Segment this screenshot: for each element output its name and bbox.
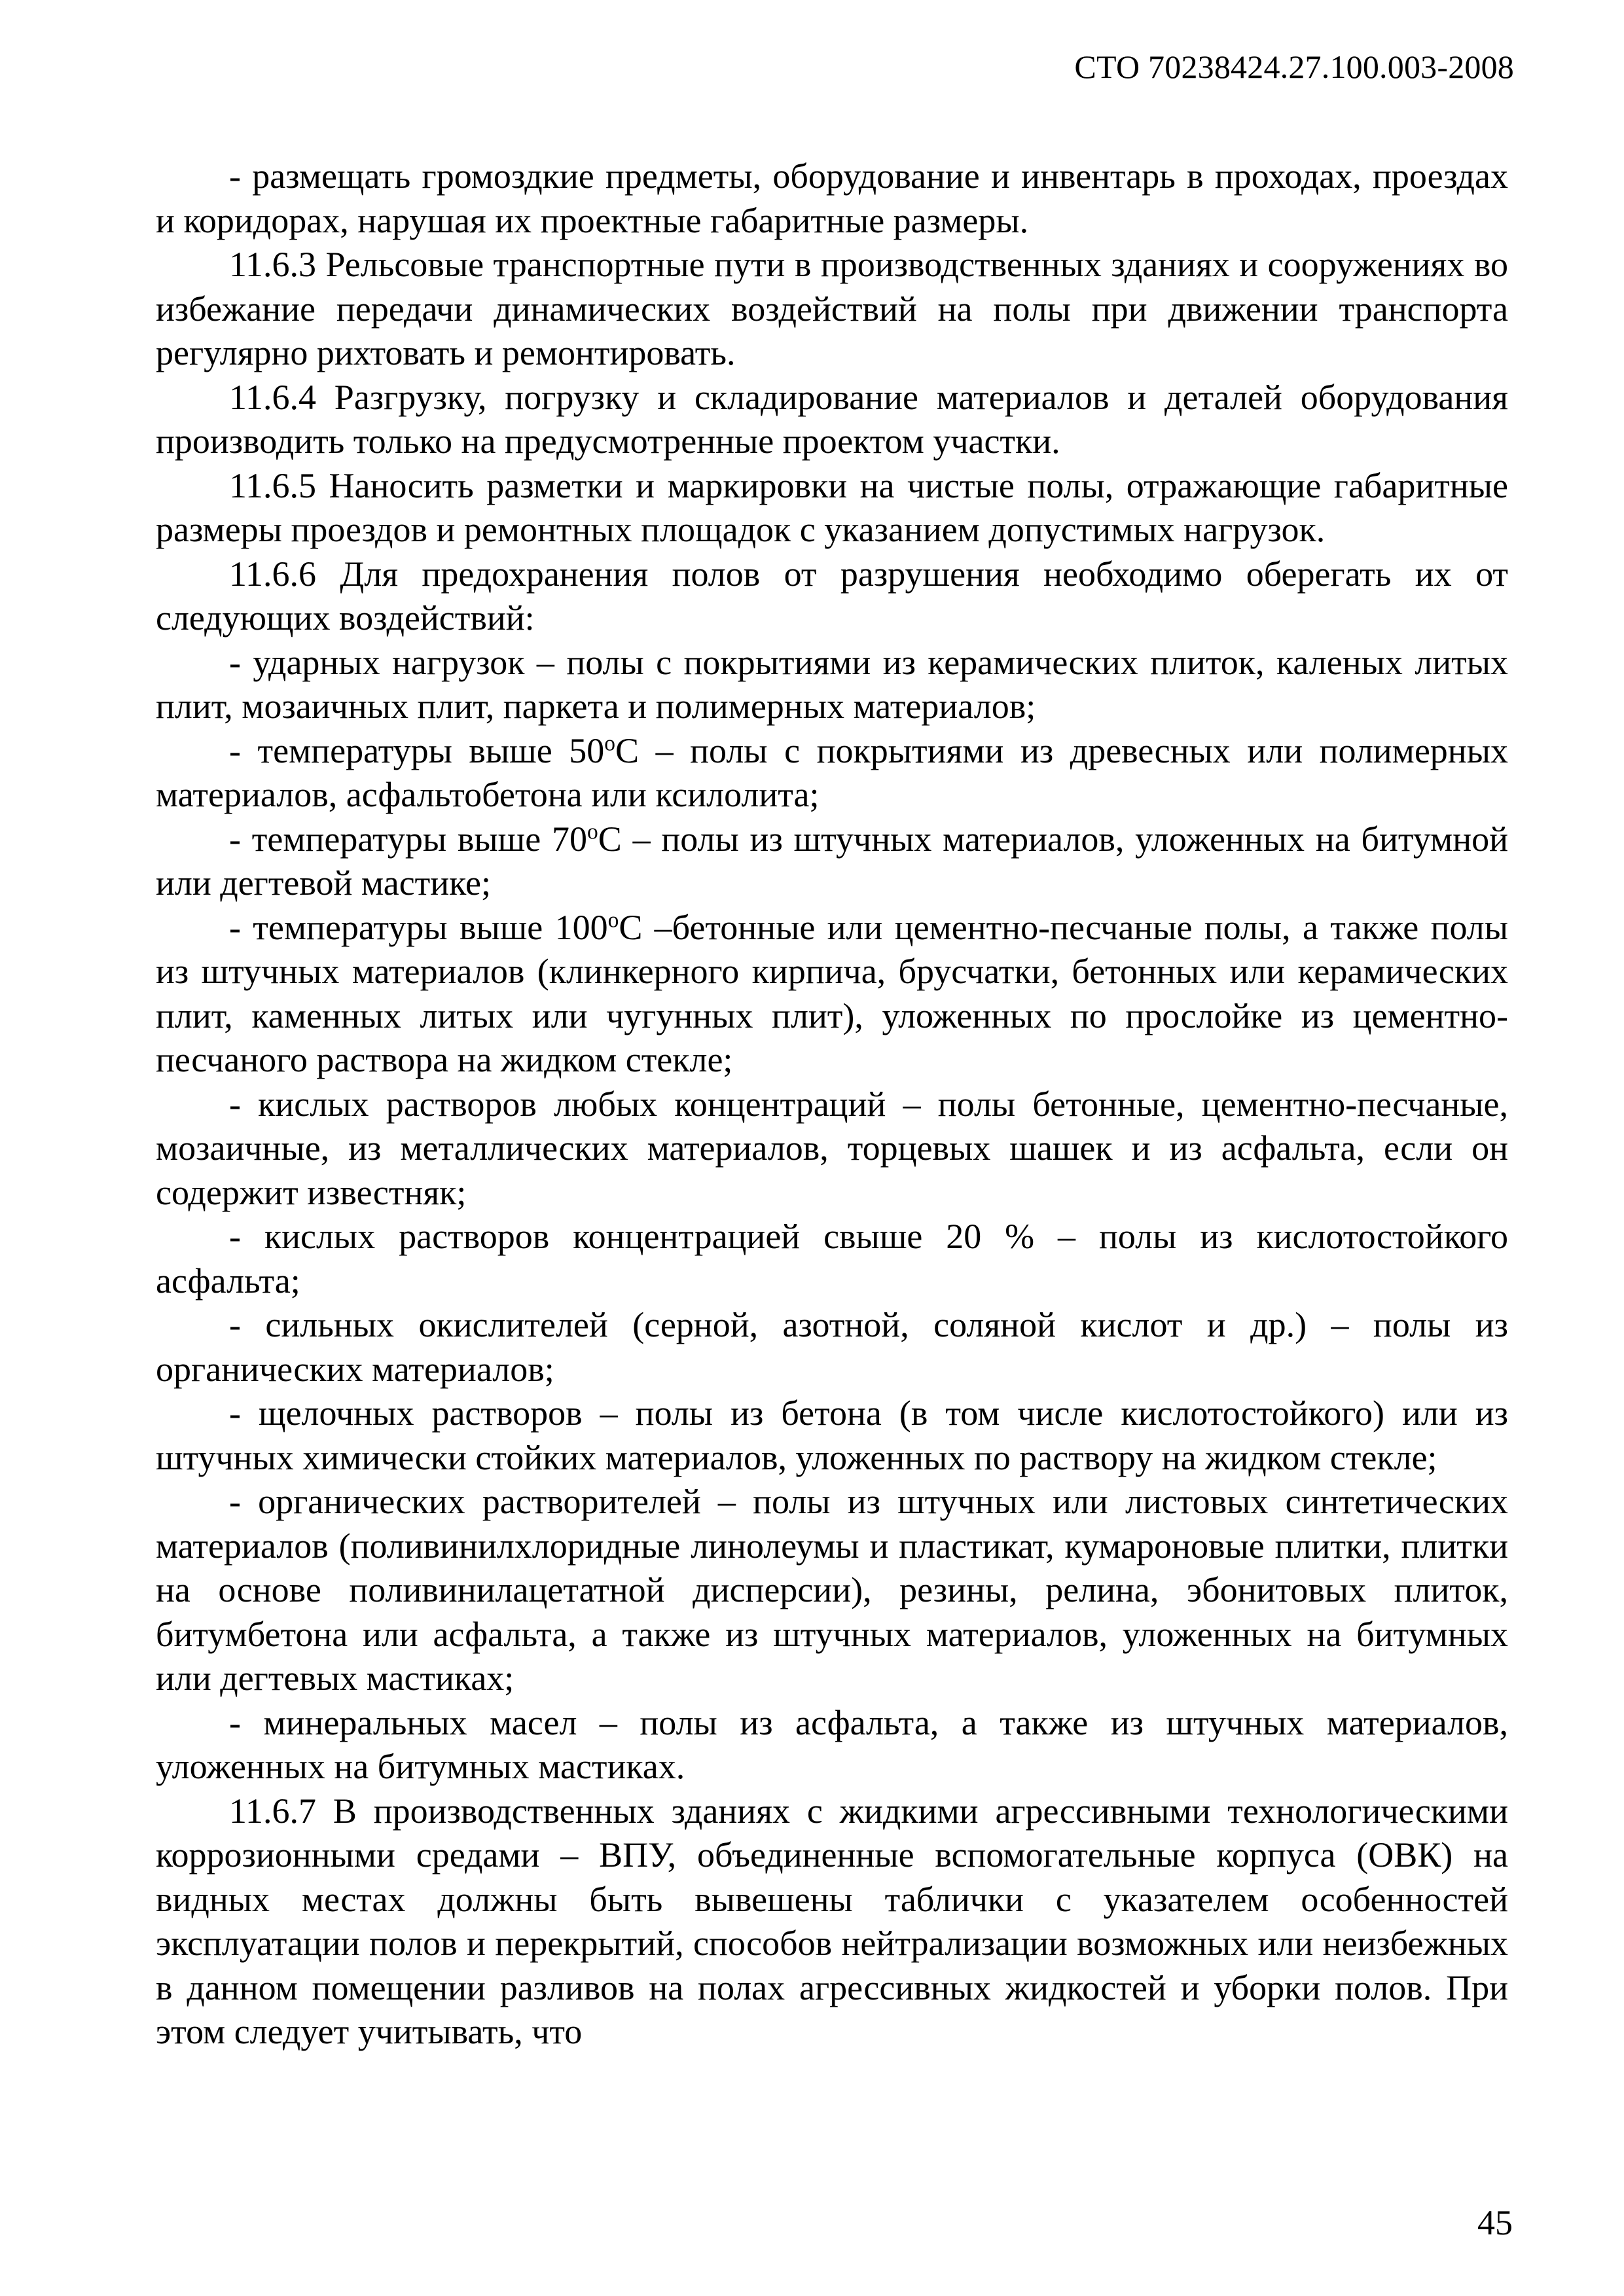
list-item: - ударных нагрузок – полы с покрытиями из керамических плиток, каленых литых плит, мозаичных плит, паркета и полимерных материалов;: [156, 642, 1508, 726]
list-item: - щелочных растворов – полы из бетона (в том числе кислотостойкого) или из штучных химически стойких материалов, уложенных по раствору на жидком стекле;: [156, 1393, 1508, 1477]
page-number: 45: [1477, 2203, 1513, 2242]
clause-11-6-7: 11.6.7 В производственных зданиях с жидкими агрессивными технологическими коррозионными средами – ВПУ, объединенные вспомогательные корпуса (ОВК) на видных местах должны быть вывешены таблички с указателем особенностей эксплуатации полов и перекрытий, способов нейтрализации возможных или неизбежных в данном помещении разливов на полах агрессивных жидкостей и уборки полов. При этом следует учитывать, что: [156, 1791, 1508, 2051]
list-item: - кислых растворов любых концентраций – полы бетонные, цементно-песчаные, мозаичные, из металлических материалов, торцевых шашек и из асфальта, если он содержит известняк;: [156, 1084, 1508, 1212]
clause-11-6-3: 11.6.3 Рельсовые транспортные пути в производственных зданиях и сооружениях во избежание передачи динамических воздействий на полы при движении транспорта регулярно рихтовать и ремонтировать.: [156, 245, 1508, 372]
clause-11-6-6: 11.6.6 Для предохранения полов от разрушения необходимо оберегать их от следующих воздействий:: [156, 554, 1508, 637]
list-item: - органических растворителей – полы из штучных или листовых синтетических материалов (поливинилхлоридные линолеумы и пластикат, кумароновые плитки, плитки на основе поливинилацетатной дисперсии), резины, релина, эбонитовых плиток, битумбетона или асфальта, а также из штучных материалов, уложенных на битумных или дегтевых мастиках;: [156, 1482, 1508, 1698]
clause-11-6-4: 11.6.4 Разгрузку, погрузку и складирование материалов и деталей оборудования производить только на предусмотренные проектом участки.: [156, 377, 1508, 461]
clause-11-6-5: 11.6.5 Наносить разметки и маркировки на чистые полы, отражающие габаритные размеры проездов и ремонтных площадок с указанием допустимых нагрузок.: [156, 465, 1508, 549]
list-item: - температуры выше $50^оС$ – полы с покрытиями из древесных или полимерных материалов, асфальтобетона или ксилолита;: [156, 730, 1508, 814]
list-item: - размещать громоздкие предметы, оборудование и инвентарь в проходах, проездах и коридорах, нарушая их проектные габаритные размеры.: [156, 156, 1508, 240]
list-item: - температуры выше $100^оС$ –бетонные или цементно-песчаные полы, а также полы из штучных материалов (клинкерного кирпича, брусчатки, бетонных или керамических плит, каменных литых или чугунных плит), уложенных по прослойке из цементно-песчаного раствора на жидком стекле;: [156, 907, 1508, 1079]
list-item: - минеральных масел – полы из асфальта, а также из штучных материалов, уложенных на битумных мастиках.: [156, 1702, 1508, 1786]
list-item: - сильных окислителей (серной, азотной, соляной кислот и др.) – полы из органических материалов;: [156, 1305, 1508, 1389]
list-item: - кислых растворов концентрацией свыше 20 % – полы из кислотостойкого асфальта;: [156, 1217, 1508, 1300]
document-code-header: СТО 70238424.27.100.003-2008: [1074, 48, 1514, 85]
page-body: [156, 154, 1508, 2054]
list-item: - температуры выше $70^оС$ – полы из штучных материалов, уложенных на битумной или дегтевой мастике;: [156, 819, 1508, 903]
